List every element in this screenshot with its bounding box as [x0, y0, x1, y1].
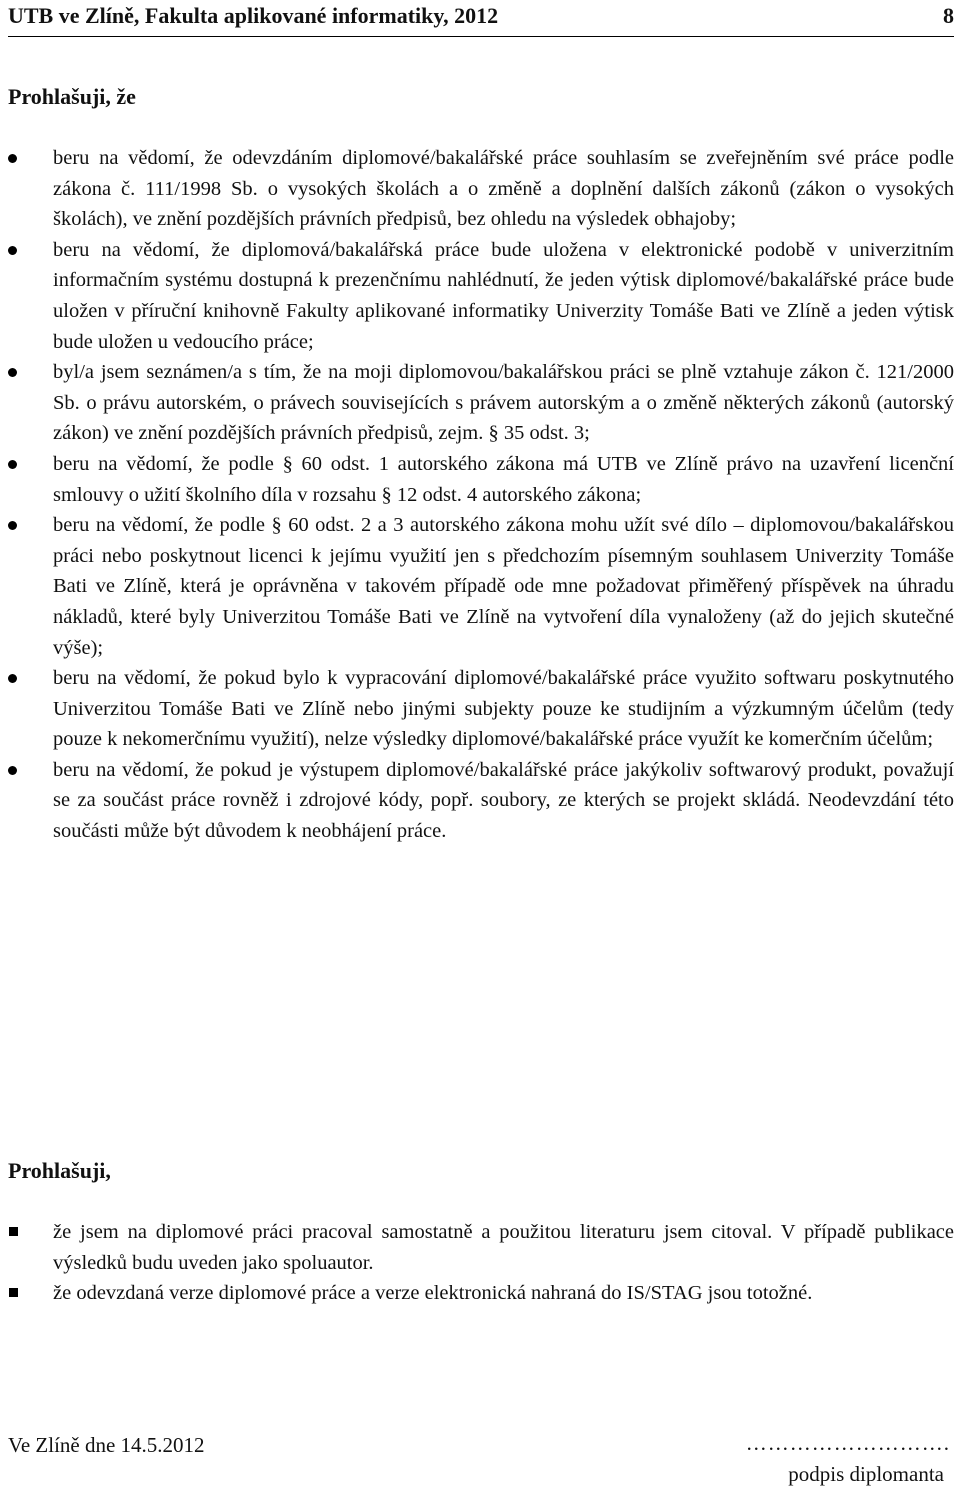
list-item: beru na vědomí, že odevzdáním diplomové/bakalářské práce souhlasím se zveřejněním své práce podle zákona č. 111/1998 Sb. o vysokých školách a o změně a doplnění dalších zákonů (zákon o vysokých školách), ve znění pozdějších právních předpisů, bez ohledu na výsledek obhajoby; [8, 143, 954, 235]
list-item: beru na vědomí, že pokud je výstupem diplomové/bakalářské práce jakýkoliv softwarový produkt, považují se za součást práce rovněž i zdrojové kódy, popř. soubory, ze kterých se projekt skládá. Neodevzdání této součásti může být důvodem k neobhájení práce. [8, 755, 954, 847]
list-item: beru na vědomí, že podle § 60 odst. 2 a 3 autorského zákona mohu užít své dílo – diplomovou/bakalářskou práci nebo poskytnout licenci k jejímu využití jen s předchozím písemným souhlasem Univerzity Tomáše Bati ve Zlíně, která je oprávněna v takovém případě ode mne požadovat přiměřený příspěvek na úhradu nákladů, které byly Univerzitou Tomáše Bati ve Zlíně na vytvoření díla vynaloženy (až do jejich skutečné výše); [8, 510, 954, 663]
section1-heading: Prohlašuji, že [8, 84, 136, 109]
page-number: 8 [943, 3, 954, 28]
list-item: že jsem na diplomové práci pracoval samostatně a použitou literaturu jsem citoval. V případě publikace výsledků budu uveden jako spoluautor. [8, 1217, 954, 1278]
list-item: beru na vědomí, že podle § 60 odst. 1 autorského zákona má UTB ve Zlíně právo na uzavření licenční smlouvy o užití školního díla v rozsahu § 12 odst. 4 autorského zákona; [8, 449, 954, 510]
section2-heading: Prohlašuji, [8, 1158, 111, 1183]
list-item: beru na vědomí, že diplomová/bakalářská práce bude uložena v elektronické podobě v univerzitním informačním systému dostupná k prezenčnímu nahlédnutí, že jeden výtisk diplomové/bakalářské práce bude uložen v příruční knihovně Fakulty aplikované informatiky Univerzity Tomáše Bati ve Zlíně a jeden výtisk bude uložen u vedoucího práce; [8, 235, 954, 357]
list-item: že odevzdaná verze diplomové práce a verze elektronická nahraná do IS/STAG jsou totožné. [8, 1278, 954, 1309]
page-header [8, 0, 954, 37]
list-item: beru na vědomí, že pokud bylo k vypracování diplomové/bakalářské práce využito softwaru poskytnutého Univerzitou Tomáše Bati ve Zlíně nebo jinými subjekty pouze ke studijním a výzkumným účelům (tedy pouze k nekomerčnímu využití), nelze výsledky diplomové/bakalářské práce využít ke komerčním účelům; [8, 663, 954, 755]
section2-list [8, 1217, 954, 1309]
signature-line: ………………………. [745, 1431, 950, 1455]
place-date: Ve Zlíně dne 14.5.2012 [8, 1433, 205, 1457]
header-title: UTB ve Zlíně, Fakulta aplikované informatiky, 2012 [8, 3, 499, 28]
section1-list [8, 143, 954, 847]
list-item: byl/a jsem seznámen/a s tím, že na moji diplomovou/bakalářskou práci se plně vztahuje zákon č. 121/2000 Sb. o právu autorském, o právech souvisejících s právem autorským a o změně některých zákonů (autorský zákon) ve znění pozdějších právních předpisů, zejm. § 35 odst. 3; [8, 357, 954, 449]
signature-label: podpis diplomanta [788, 1462, 944, 1486]
